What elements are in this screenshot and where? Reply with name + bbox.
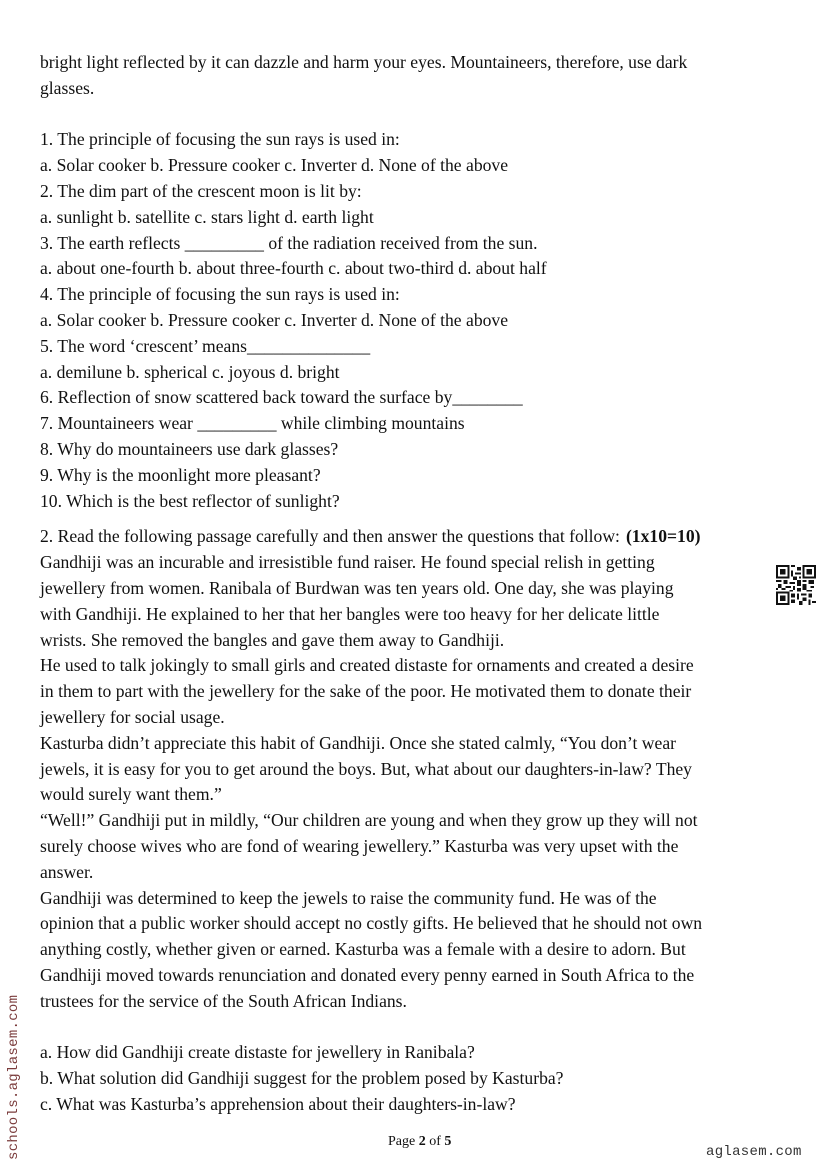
spacer	[40, 102, 800, 128]
question: 9. Why is the moonlight more pleasant?	[40, 464, 321, 485]
passage-line: He used to talk jokingly to small girls and created distaste for ornaments and created a desire	[40, 655, 694, 676]
intro-line: glasses.	[40, 77, 95, 98]
passage-line: jewellery from women. Ranibala of Burdwan was ten years old. One day, she was playing	[40, 577, 674, 598]
page-prefix: Page	[388, 1134, 419, 1149]
question-options: a. Solar cooker b. Pressure cooker c. Inverter d. None of the above	[40, 309, 509, 330]
question: 6. Reflection of snow scattered back toward the surface by________	[40, 387, 523, 408]
passage-line: Kasturba didn’t appreciate this habit of Gandhiji. Once she stated calmly, “You don’t wear	[40, 732, 676, 753]
question: 3. The earth reflects _________ of the radiation received from the sun.	[40, 232, 538, 253]
marks-badge: (1x10=10)	[625, 526, 701, 547]
passage-line: with Gandhiji. He explained to her that her bangles were too heavy for her delicate little	[40, 603, 660, 624]
question: 10. Which is the best reflector of sunlight?	[40, 490, 340, 511]
page-number	[388, 1134, 451, 1150]
passage-line: jewellery for social usage.	[40, 706, 225, 727]
question: 4. The principle of focusing the sun rays is used in:	[40, 284, 400, 305]
section-heading-text: 2. Read the following passage carefully and then answer the questions that follow:	[40, 526, 620, 547]
passage-line: “Well!” Gandhiji put in mildly, “Our children are young and when they grow up they will not	[40, 810, 698, 831]
page-separator: of	[425, 1134, 445, 1149]
passage-line: opinion that a public worker should accept no costly gifts. He believed that he should not own	[40, 913, 703, 934]
passage-line: Gandhiji was determined to keep the jewels to raise the community fund. He was of the	[40, 887, 657, 908]
passage-question: a. How did Gandhiji create distaste for jewellery in Ranibala?	[40, 1042, 475, 1063]
passage-line: surely choose wives who are fond of wearing jewellery.” Kasturba was very upset with the	[40, 835, 679, 856]
spacer	[40, 514, 800, 524]
passage-line: Gandhiji was an incurable and irresistible fund raiser. He found special relish in getting	[40, 552, 655, 573]
section-heading	[40, 524, 800, 550]
passage-line: answer.	[40, 861, 94, 882]
qr-code-icon	[776, 565, 816, 605]
passage-line: wrists. She removed the bangles and gave them away to Gandhiji.	[40, 629, 505, 650]
question-options: a. Solar cooker b. Pressure cooker c. Inverter d. None of the above	[40, 155, 509, 176]
passage-line: trustees for the service of the South African Indians.	[40, 990, 407, 1011]
bottom-watermark: aglasem.com	[706, 1144, 802, 1160]
section-2-questions	[40, 1040, 800, 1117]
passage-line: anything costly, whether given or earned. Kasturba was a female with a desire to adorn. But	[40, 939, 686, 960]
passage-question: c. What was Kasturba’s apprehension about their daughters-in-law?	[40, 1093, 516, 1114]
question: 2. The dim part of the crescent moon is lit by:	[40, 180, 362, 201]
passage-line: Gandhiji moved towards renunciation and donated every penny earned in South Africa to the	[40, 964, 695, 985]
passage-line: in them to part with the jewellery for the sake of the poor. He motivated them to donate their	[40, 681, 692, 702]
passage-line: would surely want them.”	[40, 784, 222, 805]
spacer	[40, 1014, 800, 1040]
question-options: a. about one-fourth b. about three-fourth c. about two-third d. about half	[40, 258, 547, 279]
section-1-questions	[40, 127, 800, 514]
question-options: a. demilune b. spherical c. joyous d. bright	[40, 361, 340, 382]
question: 7. Mountaineers wear _________ while climbing mountains	[40, 413, 465, 434]
document-page	[40, 50, 800, 1118]
section-2-passage	[40, 524, 800, 1014]
page-current: 2	[418, 1134, 426, 1149]
passage-line: jewels, it is easy for you to get around the boys. But, what about our daughters-in-law? They	[40, 758, 692, 779]
question: 5. The word ‘crescent’ means______________	[40, 335, 371, 356]
passage-question: b. What solution did Gandhiji suggest for the problem posed by Kasturba?	[40, 1068, 564, 1089]
side-watermark: schools.aglasem.com	[6, 994, 22, 1160]
page-total: 5	[444, 1134, 452, 1149]
question-options: a. sunlight b. satellite c. stars light d. earth light	[40, 206, 374, 227]
question: 1. The principle of focusing the sun rays is used in:	[40, 129, 400, 150]
intro-line: bright light reflected by it can dazzle and harm your eyes. Mountaineers, therefore, use dark	[40, 52, 688, 72]
question: 8. Why do mountaineers use dark glasses?	[40, 438, 339, 459]
